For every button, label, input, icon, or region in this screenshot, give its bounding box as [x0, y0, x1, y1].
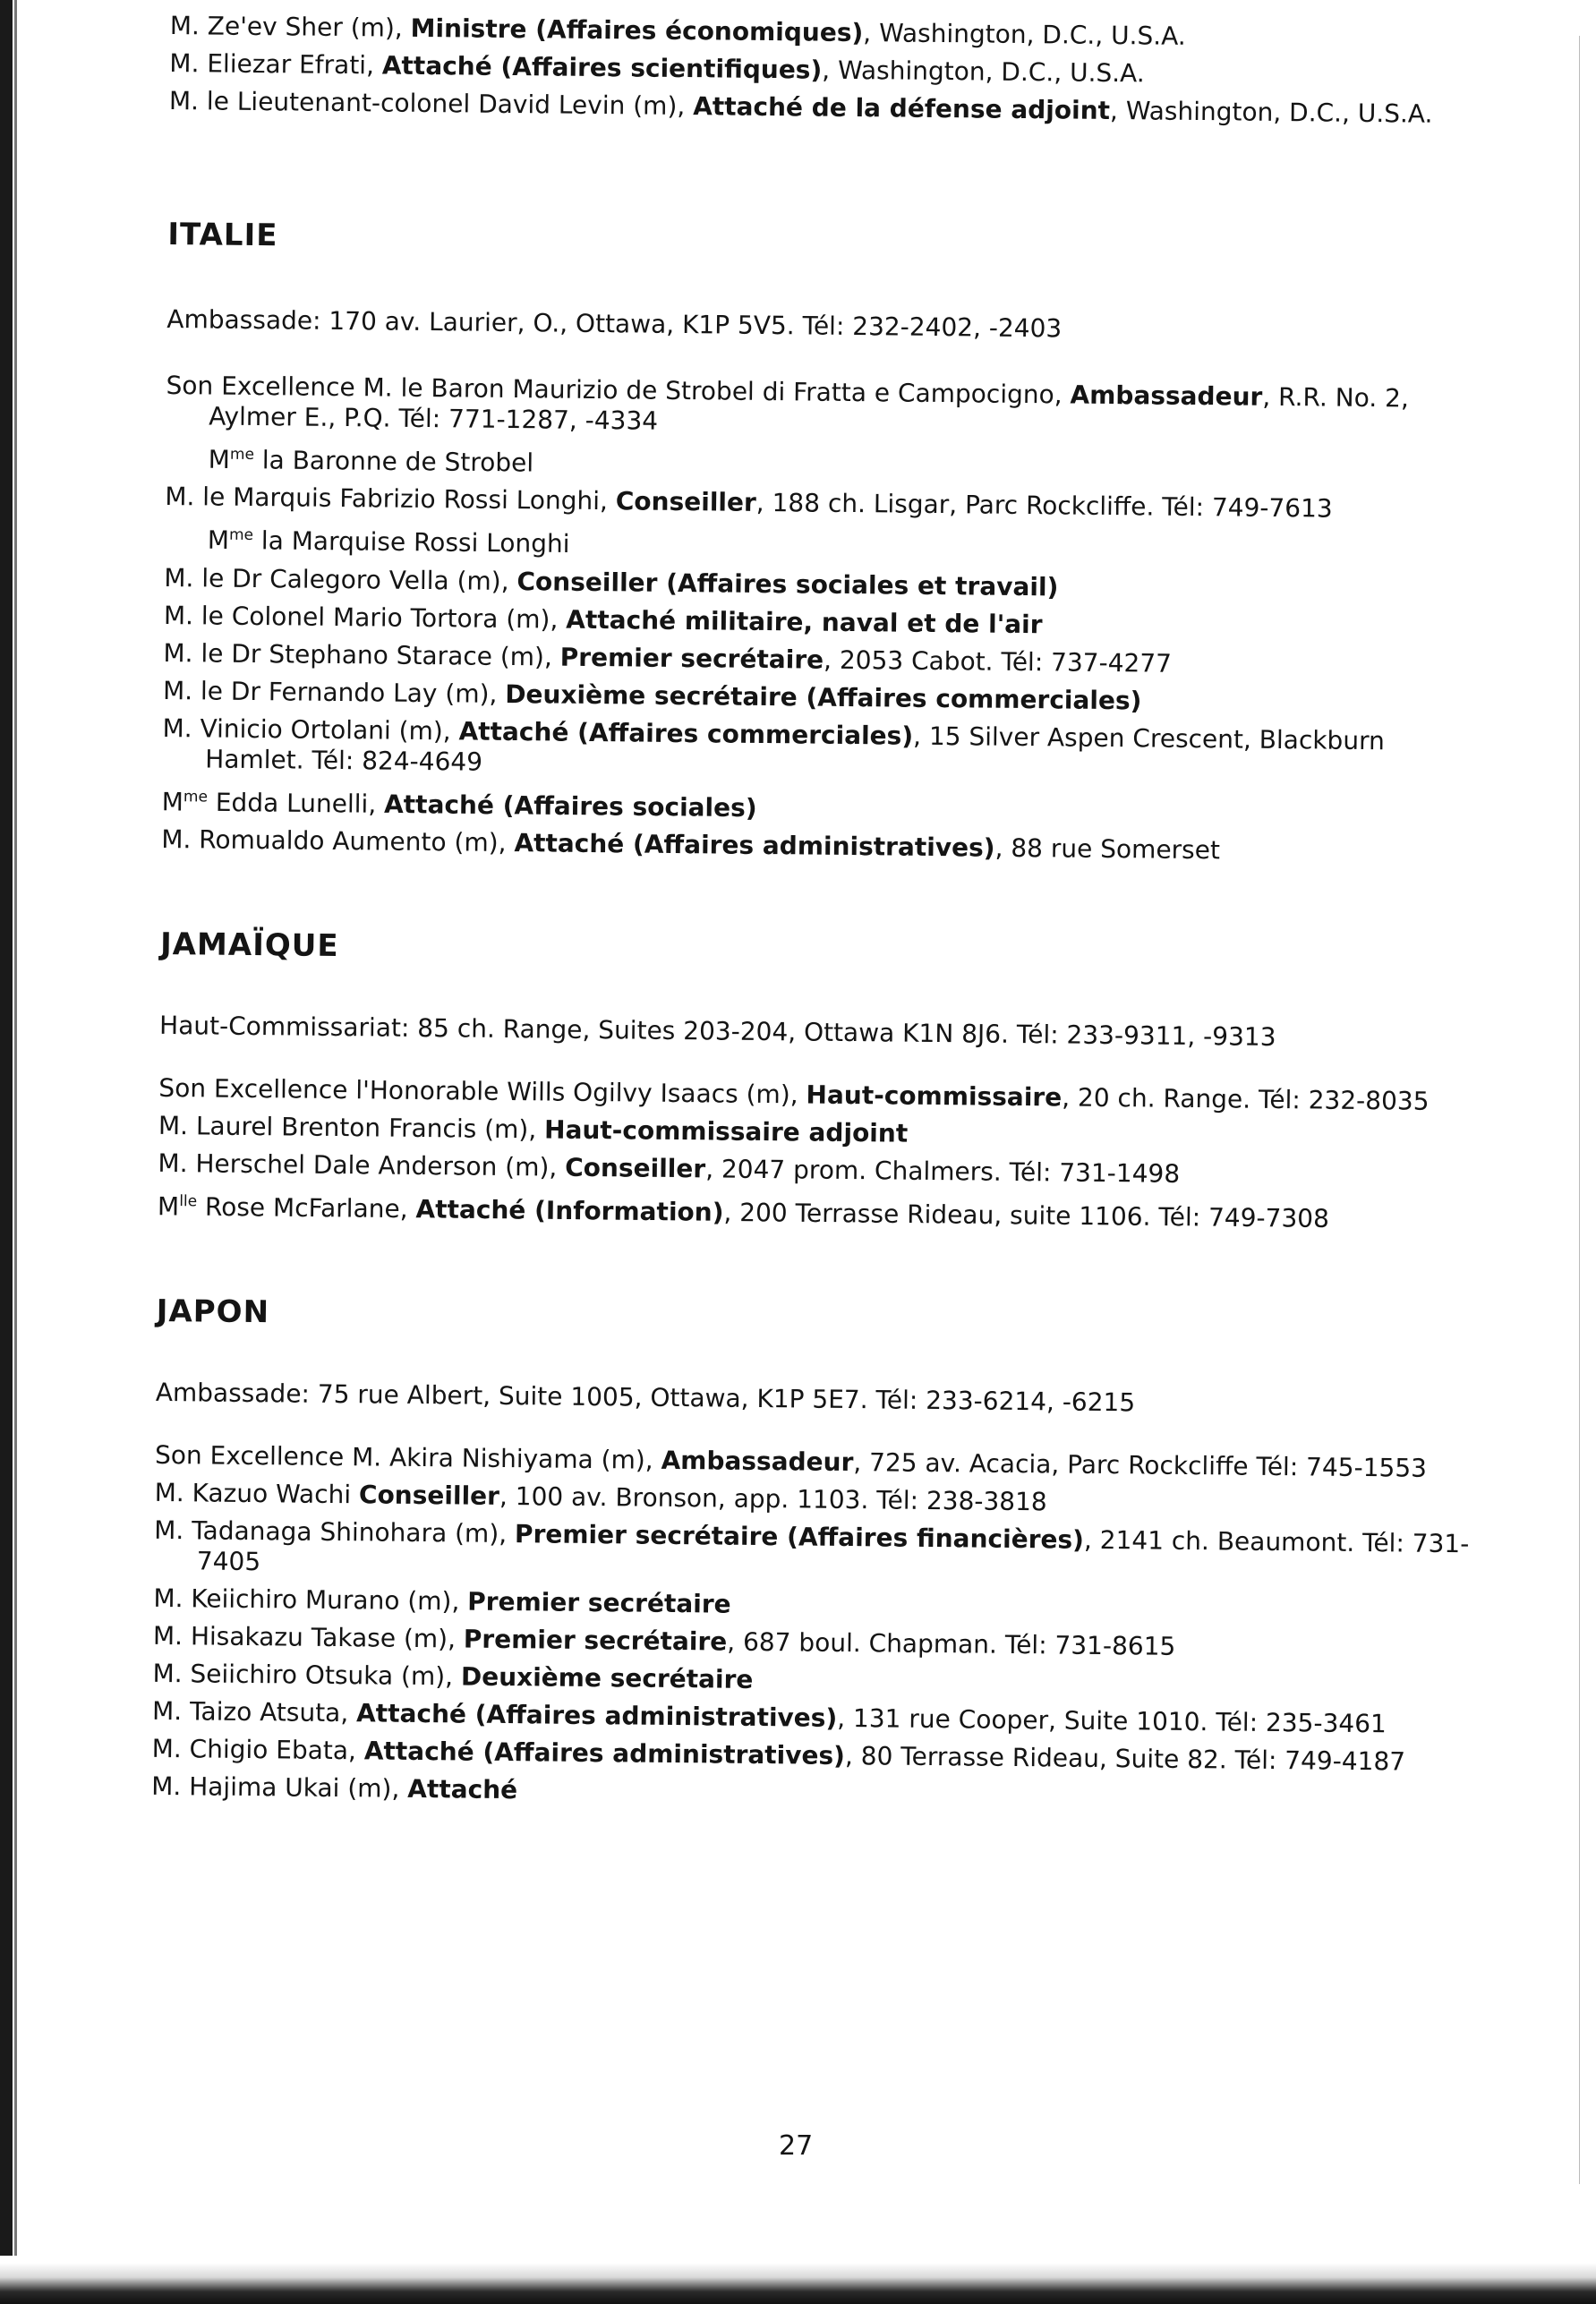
- entry-role: Attaché (Information): [415, 1194, 724, 1227]
- entry-role: Premier secrétaire: [463, 1624, 728, 1657]
- entry-role: Conseiller: [358, 1480, 500, 1512]
- section-heading: JAMAÏQUE: [159, 926, 339, 965]
- entry-name: M. Eliezar Efrati,: [169, 47, 383, 81]
- spouse-sup: me: [229, 445, 255, 465]
- entry-detail: , Washington, D.C., U.S.A.: [1109, 96, 1433, 129]
- entry-name: M. Taizo Atsuta,: [151, 1696, 357, 1728]
- entry-role: Attaché (Affaires commerciales): [458, 716, 914, 751]
- scan-edge-left: [0, 0, 13, 2256]
- section-japon: [151, 1293, 1472, 1815]
- entry-role: Attaché militaire, naval et de l'air: [566, 604, 1043, 639]
- section-heading: ITALIE: [167, 216, 278, 254]
- entry-name: M. Seiichiro Otsuka (m),: [152, 1659, 462, 1692]
- entry-role: Conseiller (Affaires sociales et travail): [516, 566, 1059, 602]
- entry-detail: , 2047 prom. Chalmers. Tél: 731-1498: [704, 1154, 1181, 1189]
- entry-line: [169, 48, 1485, 92]
- entry-role: Attaché (Affaires sociales): [383, 789, 757, 823]
- top-entries: [169, 11, 1486, 130]
- entry-role: Ambassadeur: [1070, 380, 1263, 412]
- entry-role: Attaché de la défense adjoint: [692, 91, 1111, 126]
- entry-line: [154, 1515, 1471, 1590]
- entry-name: M. le Dr Fernando Lay (m),: [162, 675, 506, 709]
- entry-line: [153, 1583, 1469, 1627]
- entry-line: [158, 1073, 1474, 1117]
- entry-role: Conseiller: [615, 486, 756, 518]
- entry-detail: , 2141 ch. Beaumont. Tél: 731-7405: [196, 1525, 1470, 1577]
- section-heading: JAPON: [156, 1293, 270, 1331]
- entry-name: Rose McFarlane,: [196, 1191, 416, 1225]
- entry-name: M. le Colonel Mario Tortora (m),: [163, 600, 567, 635]
- entry-name: M. Laurel Brenton Francis (m),: [158, 1110, 545, 1145]
- entry-detail: , 131 rue Cooper, Suite 1010. Tél: 235-3461: [837, 1703, 1387, 1739]
- entry-role: Haut-commissaire adjoint: [543, 1114, 909, 1148]
- document-page: [151, 11, 1486, 1823]
- spouse-prefix: M: [207, 525, 230, 556]
- entry-line: [163, 676, 1479, 720]
- entry-detail: , 15 Silver Aspen Crescent, Blackburn Hamlet. Tél: 824-4649: [205, 721, 1385, 777]
- entry-role: Attaché (Affaires administratives): [363, 1736, 846, 1771]
- entry-name: M. Vinicio Ortolani (m),: [162, 713, 459, 747]
- entry-detail: , 20 ch. Range. Tél: 232-8035: [1062, 1082, 1430, 1116]
- entry-line: [170, 11, 1486, 55]
- entry-name: M. le Dr Stephano Starace (m),: [163, 637, 560, 672]
- entry-detail: , 100 av. Bronson, app. 1103. Tél: 238-3818: [499, 1481, 1047, 1517]
- entry-name: Edda Lunelli,: [207, 787, 385, 819]
- spouse-sup: me: [228, 526, 254, 545]
- entry-name: Son Excellence M. Akira Nishiyama (m),: [154, 1440, 661, 1476]
- entry-line: [166, 371, 1482, 445]
- entry-line: [164, 601, 1480, 644]
- entry-title-prefix: M: [157, 1191, 180, 1222]
- entry-role: Premier secrétaire (Affaires financières): [514, 1519, 1085, 1556]
- entry-role: Ambassadeur: [661, 1446, 854, 1478]
- entry-detail: , 2053 Cabot. Tél: 737-4277: [823, 644, 1173, 678]
- spouse-line: [165, 519, 1481, 569]
- scan-edge-right: [1579, 36, 1580, 2184]
- entry-role: Haut-commissaire: [806, 1079, 1063, 1113]
- entry-role: Deuxième secrétaire (Affaires commerciales): [505, 678, 1142, 716]
- entry-line: [152, 1696, 1468, 1740]
- entry-line: [158, 1148, 1473, 1192]
- entry-line: [153, 1621, 1469, 1665]
- entry-line: [165, 482, 1481, 525]
- entry-detail: , 725 av. Acacia, Parc Rockcliffe Tél: 745-1553: [853, 1447, 1428, 1484]
- entry-role: Attaché: [407, 1774, 518, 1805]
- entry-role: Premier secrétaire: [559, 642, 824, 675]
- entry-name: M. Hisakazu Takase (m),: [152, 1621, 465, 1654]
- entry-line: [163, 638, 1479, 682]
- entry-role: Premier secrétaire: [467, 1586, 731, 1619]
- section-address: Ambassade: 170 av. Laurier, O., Ottawa, K1P 5V5. Tél: 232-2402, -2403: [166, 303, 1063, 344]
- entry-name: M. Chigio Ebata,: [151, 1734, 365, 1766]
- entry-name: M. Tadanaga Shinohara (m),: [154, 1515, 516, 1549]
- entry-role: Ministre (Affaires économiques): [410, 13, 864, 48]
- entry-detail: , 188 ch. Lisgar, Parc Rockcliffe. Tél: 749-7613: [755, 488, 1333, 524]
- entry-name: M. Keiichiro Murano (m),: [153, 1583, 468, 1617]
- entry-line: [164, 563, 1480, 607]
- section-italie: [161, 217, 1483, 868]
- section-address: Haut-Commissariat: 85 ch. Range, Suites 203-204, Ottawa K1N 8J6. Tél: 233-9311, -9313: [158, 1010, 1276, 1052]
- entry-detail: , 88 rue Somerset: [994, 832, 1221, 866]
- entry-name: M. Kazuo Wachi: [154, 1478, 360, 1510]
- scan-edge-left-line: [14, 0, 17, 2256]
- entry-name: M. Hajima Ukai (m),: [151, 1771, 408, 1805]
- section-jamaique: [158, 926, 1476, 1236]
- spouse-name: la Baronne de Strobel: [253, 445, 534, 478]
- entry-line: [162, 781, 1478, 832]
- entry-name: Son Excellence M. le Baron Maurizio de Strobel di Fratta e Campocigno,: [166, 370, 1071, 410]
- spouse-prefix: M: [208, 444, 231, 475]
- entry-detail: , 80 Terrasse Rideau, Suite 82. Tél: 749-4187: [844, 1741, 1406, 1777]
- entry-line: [151, 1734, 1467, 1778]
- entry-line: [151, 1771, 1467, 1815]
- entry-name: M. le Dr Calegoro Vella (m),: [164, 562, 517, 596]
- entry-line: [162, 713, 1479, 788]
- page-number: 27: [779, 2130, 814, 2162]
- entry-role: Attaché (Affaires administratives): [514, 828, 995, 863]
- entry-line: [152, 1659, 1468, 1702]
- entry-line: [158, 1111, 1474, 1155]
- entry-line: [155, 1440, 1471, 1484]
- entry-role: Conseiller: [565, 1152, 706, 1184]
- entry-line: [154, 1478, 1470, 1522]
- entry-title-prefix: M: [161, 786, 184, 817]
- entry-title-sup: lle: [179, 1192, 198, 1211]
- entry-line: [161, 824, 1477, 868]
- entry-line: [158, 1186, 1473, 1236]
- entry-title-sup: me: [183, 787, 209, 806]
- entry-name: M. Herschel Dale Anderson (m),: [158, 1148, 566, 1182]
- entry-name: Son Excellence l'Honorable Wills Ogilvy Isaacs (m),: [158, 1072, 807, 1110]
- entry-role: Deuxième secrétaire: [460, 1661, 754, 1695]
- entry-name: M. Romualdo Aumento (m),: [161, 823, 515, 858]
- entry-detail: , Washington, D.C., U.S.A.: [822, 55, 1145, 89]
- entry-detail: , 200 Terrasse Rideau, suite 1106. Tél: 749-7308: [723, 1197, 1330, 1233]
- entry-name: M. le Marquis Fabrizio Rossi Longhi,: [165, 482, 616, 516]
- entry-role: Attaché (Affaires administratives): [355, 1698, 838, 1734]
- spouse-name: la Marquise Rossi Longhi: [252, 525, 570, 559]
- entry-name: M. le Lieutenant-colonel David Levin (m),: [168, 85, 694, 122]
- spouse-line: [166, 439, 1481, 489]
- entry-role: Attaché (Affaires scientifiques): [381, 50, 823, 85]
- entry-detail: , 687 boul. Chapman. Tél: 731-8615: [727, 1626, 1176, 1662]
- entry-detail: , Washington, D.C., U.S.A.: [863, 18, 1186, 51]
- entry-detail: , R.R. No. 2, Aylmer E., P.Q. Tél: 771-1287, -4334: [209, 381, 1409, 436]
- section-address: Ambassade: 75 rue Albert, Suite 1005, Ottawa, K1P 5E7. Tél: 233-6214, -6215: [155, 1378, 1136, 1418]
- entry-name: M. Ze'ev Sher (m),: [169, 11, 411, 43]
- entry-line: [169, 86, 1485, 130]
- scan-edge-bottom: [0, 2263, 1596, 2304]
